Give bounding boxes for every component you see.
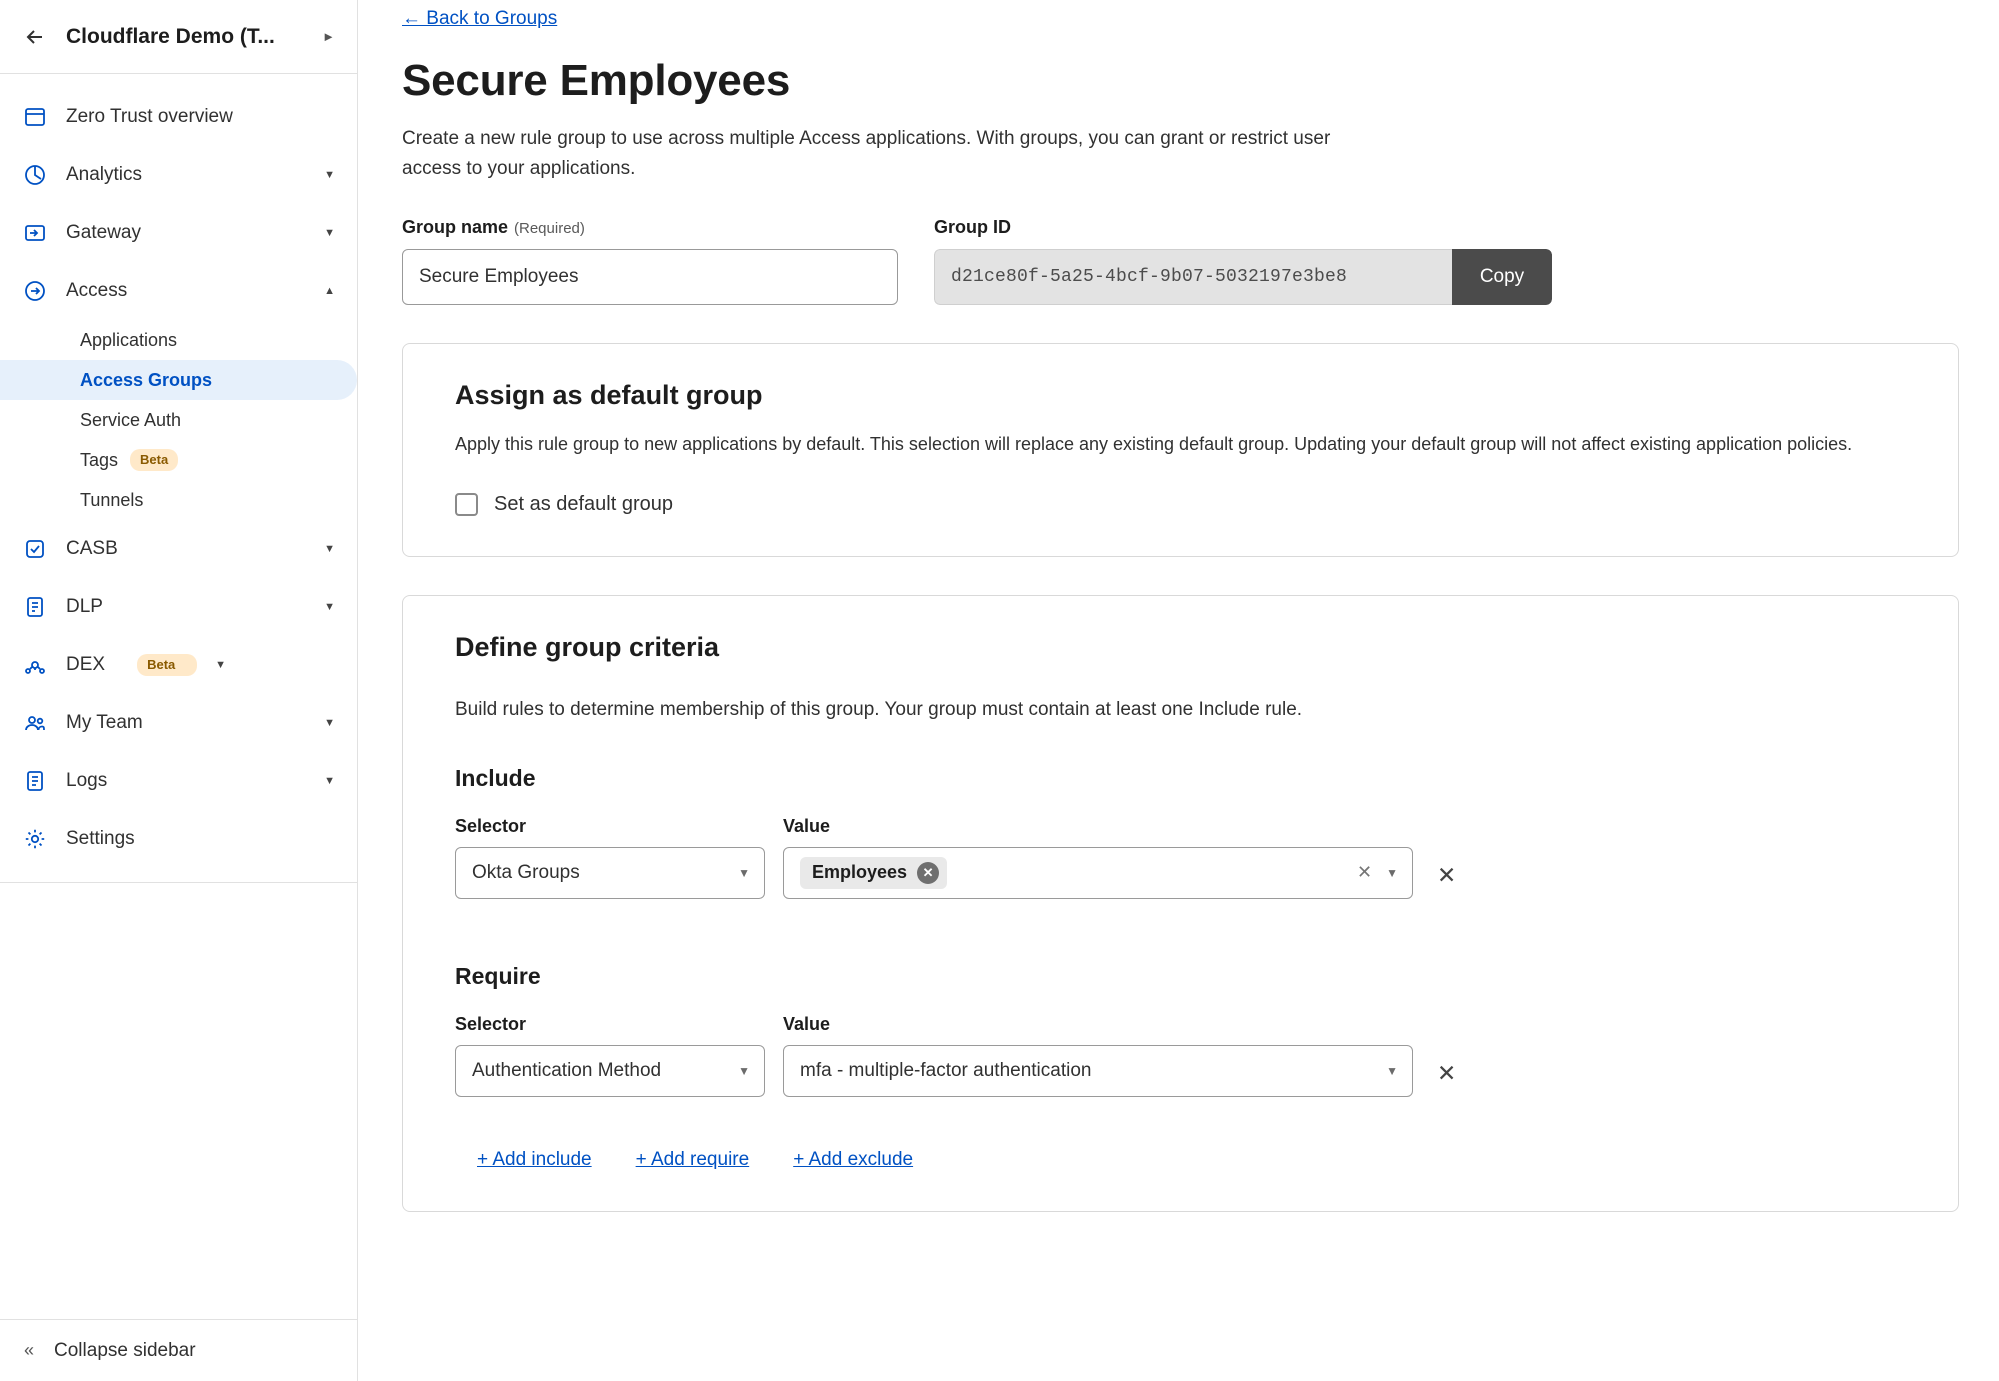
chevrons-left-icon: « <box>24 1340 35 1360</box>
chevron-down-icon[interactable]: ▼ <box>324 717 335 729</box>
group-fields-row <box>402 217 1959 305</box>
dashboard-icon <box>22 104 48 130</box>
sidebar-item-access[interactable] <box>0 262 357 320</box>
page-title: Secure Employees <box>402 56 791 105</box>
require-selector-value: Authentication Method <box>472 1059 662 1081</box>
group-criteria-title: Define group criteria <box>455 631 720 662</box>
chevron-down-icon: ▼ <box>738 1063 750 1078</box>
main-content <box>358 0 1999 1381</box>
set-default-group-row[interactable] <box>455 493 1906 516</box>
group-id-label: Group ID <box>934 216 1011 237</box>
default-group-title: Assign as default group <box>455 379 763 410</box>
include-value-dropdown[interactable] <box>783 847 1413 899</box>
default-group-body: Apply this rule group to new applications by default. This selection will replace any existing default group. Updating your default group will not affect existing application policies. <box>455 433 1853 454</box>
sidebar-item-label: Zero Trust overview <box>66 106 233 127</box>
sidebar-item-label: Settings <box>66 828 135 849</box>
sidebar-item-gateway[interactable] <box>0 204 357 262</box>
dlp-icon <box>22 594 48 620</box>
sidebar-item-tags[interactable] <box>0 440 357 480</box>
casb-icon <box>22 536 48 562</box>
beta-badge: Beta <box>137 654 197 676</box>
remove-require-rule-icon[interactable]: ✕ <box>1437 1059 1457 1086</box>
include-selector-value: Okta Groups <box>472 861 580 883</box>
include-selector-field <box>455 816 765 899</box>
sidebar-item-settings[interactable] <box>0 810 357 868</box>
require-selector-field <box>455 1014 765 1097</box>
include-rule-row <box>455 816 1906 899</box>
include-selector-label: Selector <box>455 815 527 836</box>
sidebar-item-label: Access <box>66 280 128 301</box>
clear-icon[interactable]: ✕ <box>1357 862 1373 883</box>
require-value-dropdown[interactable] <box>783 1045 1413 1097</box>
sidebar-item-label: Gateway <box>66 222 141 243</box>
sidebar-item-label: Logs <box>66 770 108 791</box>
sidebar-subitem-label: Tunnels <box>80 489 144 510</box>
add-include-link[interactable]: + Add include <box>477 1148 592 1170</box>
require-value-field <box>783 1014 1413 1097</box>
collapse-sidebar-label: Collapse sidebar <box>54 1339 196 1361</box>
gateway-icon <box>22 220 48 246</box>
sidebar-item-label: Analytics <box>66 164 143 185</box>
include-value-field <box>783 816 1413 899</box>
group-name-field <box>402 217 898 305</box>
sidebar-item-dlp[interactable] <box>0 578 357 636</box>
set-default-group-checkbox[interactable] <box>455 493 478 516</box>
set-default-group-label: Set as default group <box>494 492 674 515</box>
chevron-down-icon[interactable]: ▼ <box>324 543 335 555</box>
group-id-field <box>934 217 1552 305</box>
sidebar-item-tunnels[interactable] <box>0 480 357 520</box>
require-selector-dropdown[interactable] <box>455 1045 765 1097</box>
sidebar <box>0 0 358 1381</box>
sidebar-subitem-label: Tags <box>80 449 119 470</box>
sidebar-item-access-groups[interactable] <box>0 360 357 400</box>
chip-remove-icon[interactable]: ✕ <box>917 862 939 884</box>
sidebar-nav <box>0 74 357 1381</box>
sidebar-item-casb[interactable] <box>0 520 357 578</box>
require-rule-row <box>455 1014 1906 1097</box>
require-value-value: mfa - multiple-factor authentication <box>800 1059 1092 1081</box>
chevron-up-icon[interactable]: ▲ <box>324 285 335 297</box>
sidebar-divider <box>0 882 357 883</box>
chevron-down-icon[interactable]: ▼ <box>215 659 226 671</box>
include-heading: Include <box>455 764 536 791</box>
group-criteria-card <box>402 595 1959 1212</box>
group-criteria-body: Build rules to determine membership of this group. Your group must contain at least one Include rule. <box>455 698 1303 720</box>
team-icon <box>22 710 48 736</box>
sidebar-item-label: DLP <box>66 596 103 617</box>
chevron-down-icon[interactable]: ▼ <box>324 227 335 239</box>
group-name-input[interactable] <box>402 249 898 305</box>
back-to-groups-link[interactable]: ← Back to Groups <box>402 8 558 29</box>
copy-button[interactable]: Copy <box>1452 249 1552 305</box>
analytics-icon <box>22 162 48 188</box>
chevron-down-icon: ▼ <box>1386 1063 1398 1078</box>
access-icon <box>22 278 48 304</box>
add-require-link[interactable]: + Add require <box>635 1148 750 1170</box>
sidebar-item-label: My Team <box>66 712 143 733</box>
account-title: Cloudflare Demo (T... <box>66 24 275 48</box>
sidebar-subitem-label: Access Groups <box>80 369 213 390</box>
include-value-chip[interactable] <box>800 857 947 889</box>
add-rule-links <box>455 1149 1906 1171</box>
page-description: Create a new rule group to use across multiple Access applications. With groups, you can grant or restrict user access to your applications. <box>402 128 1331 180</box>
require-value-label: Value <box>783 1013 831 1034</box>
default-group-card <box>402 343 1959 557</box>
sidebar-subitem-label: Service Auth <box>80 409 182 430</box>
group-name-label <box>402 217 898 238</box>
include-selector-dropdown[interactable] <box>455 847 765 899</box>
group-name-required-hint: (Required) <box>514 219 585 237</box>
sidebar-item-my-team[interactable] <box>0 694 357 752</box>
sidebar-item-applications[interactable] <box>0 320 357 360</box>
add-exclude-link[interactable]: + Add exclude <box>793 1148 914 1170</box>
chevron-down-icon: ▼ <box>738 865 750 880</box>
chevron-down-icon[interactable]: ▼ <box>324 601 335 613</box>
collapse-sidebar-button[interactable] <box>0 1319 357 1381</box>
logs-icon <box>22 768 48 794</box>
sidebar-item-dex[interactable] <box>0 636 357 694</box>
group-id-value: d21ce80f-5a25-4bcf-9b07-5032197e3be8 <box>934 249 1452 305</box>
beta-badge: Beta <box>130 449 178 471</box>
chevron-right-icon[interactable]: ► <box>322 29 335 44</box>
remove-include-rule-icon[interactable]: ✕ <box>1437 861 1457 888</box>
chevron-down-icon: ▼ <box>1386 865 1398 880</box>
sidebar-item-zero-trust-overview[interactable] <box>0 88 357 146</box>
require-heading: Require <box>455 962 541 989</box>
sidebar-item-label: DEX <box>66 654 106 675</box>
sidebar-item-analytics[interactable] <box>0 146 357 204</box>
sidebar-subitem-label: Applications <box>80 329 178 350</box>
include-value-chip-wrap <box>800 857 1347 889</box>
sidebar-item-logs[interactable] <box>0 752 357 810</box>
sidebar-item-service-auth[interactable] <box>0 400 357 440</box>
group-name-label-text: Group name <box>402 216 509 237</box>
chevron-down-icon[interactable]: ▼ <box>324 169 335 181</box>
include-value-chip-label: Employees <box>812 862 908 883</box>
account-header[interactable] <box>0 0 357 74</box>
arrow-left-icon[interactable] <box>22 24 48 50</box>
require-selector-label: Selector <box>455 1013 527 1034</box>
chevron-down-icon[interactable]: ▼ <box>324 775 335 787</box>
include-value-label: Value <box>783 815 831 836</box>
sidebar-item-label: CASB <box>66 538 118 559</box>
dex-icon <box>22 652 48 678</box>
gear-icon <box>22 826 48 852</box>
